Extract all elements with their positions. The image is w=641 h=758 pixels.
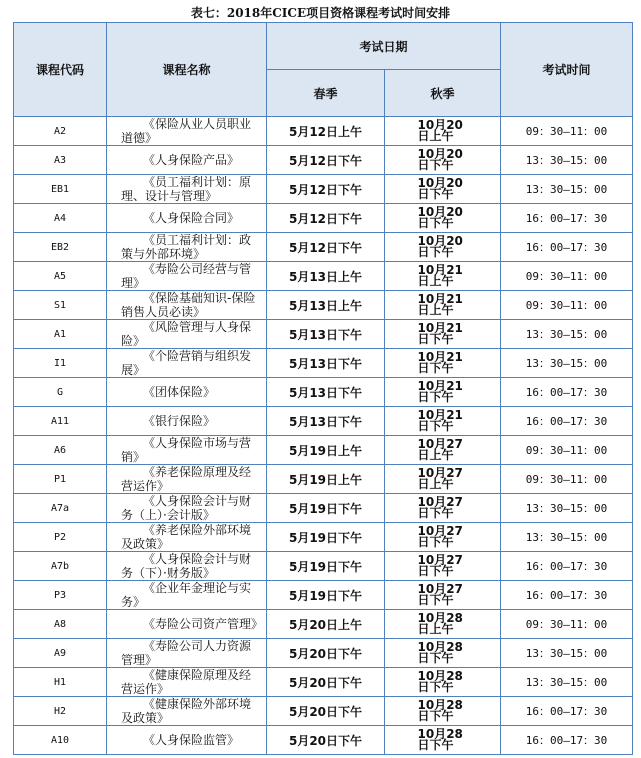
fall-date-text: 10月27日下午 <box>417 582 463 607</box>
course-name-cell: 《健康保险外部环境及政策》 <box>107 697 267 726</box>
fall-date-text: 10月21日下午 <box>417 350 463 375</box>
spring-date-cell: 5月12日上午 <box>267 117 385 146</box>
table-row <box>14 291 633 320</box>
fall-date-cell <box>385 726 501 755</box>
course-name-cell: 《养老保险外部环境及政策》 <box>107 523 267 552</box>
fall-date-text: 10月27日下午 <box>417 495 463 520</box>
exam-time-cell: 09：30—11：00 <box>501 610 633 639</box>
course-name-cell: 《团体保险》 <box>107 378 267 407</box>
exam-time-cell: 16：00—17：30 <box>501 581 633 610</box>
table-row <box>14 552 633 581</box>
fall-date-text: 10月27日上午 <box>417 466 463 491</box>
exam-time-cell: 16：00—17：30 <box>501 204 633 233</box>
course-name-cell: 《健康保险原理及经营运作》 <box>107 668 267 697</box>
fall-date-text: 10月20日下午 <box>417 205 463 230</box>
course-name-cell: 《人身保险产品》 <box>107 146 267 175</box>
spring-date-cell: 5月13日下午 <box>267 349 385 378</box>
course-code-cell: EB2 <box>14 233 107 262</box>
fall-date-text: 10月27日下午 <box>417 553 463 578</box>
course-name-cell: 《人身保险会计与财务（上）·会计版》 <box>107 494 267 523</box>
course-name-cell: 《寿险公司资产管理》 <box>107 610 267 639</box>
course-name-cell: 《企业年金理论与实务》 <box>107 581 267 610</box>
fall-date-text: 10月20日上午 <box>417 118 463 143</box>
fall-date-text: 10月20日下午 <box>417 147 463 172</box>
spring-date-cell: 5月12日下午 <box>267 233 385 262</box>
course-code-cell: A5 <box>14 262 107 291</box>
course-code-cell: P3 <box>14 581 107 610</box>
exam-time-cell: 16：00—17：30 <box>501 407 633 436</box>
exam-time-cell: 09：30—11：00 <box>501 465 633 494</box>
table-row <box>14 726 633 755</box>
exam-time-cell: 09：30—11：00 <box>501 117 633 146</box>
spring-date-cell: 5月20日下午 <box>267 639 385 668</box>
course-name-cell: 《员工福利计划：原理、设计与管理》 <box>107 175 267 204</box>
table-row <box>14 407 633 436</box>
table-title: 表七：2018年CICE项目资格课程考试时间安排 <box>190 6 451 20</box>
course-code-cell: A3 <box>14 146 107 175</box>
spring-date-cell: 5月13日下午 <box>267 320 385 349</box>
spring-date-cell: 5月20日上午 <box>267 610 385 639</box>
header-exam-date: 考试日期 <box>267 23 501 70</box>
exam-time-cell: 09：30—11：00 <box>501 436 633 465</box>
course-code-cell: H1 <box>14 668 107 697</box>
table-row <box>14 581 633 610</box>
fall-date-cell <box>385 407 501 436</box>
fall-date-text: 10月21日下午 <box>417 408 463 433</box>
fall-date-cell <box>385 465 501 494</box>
header-spring: 春季 <box>267 70 385 117</box>
spring-date-cell: 5月13日上午 <box>267 291 385 320</box>
course-code-cell: A8 <box>14 610 107 639</box>
course-name-cell: 《保险基础知识-保险销售人员必读》 <box>107 291 267 320</box>
table-row <box>14 465 633 494</box>
fall-date-cell <box>385 610 501 639</box>
fall-date-cell <box>385 146 501 175</box>
exam-time-cell: 13：30—15：00 <box>501 146 633 175</box>
course-code-cell: S1 <box>14 291 107 320</box>
course-name-cell: 《人身保险市场与营销》 <box>107 436 267 465</box>
exam-time-cell: 13：30—15：00 <box>501 523 633 552</box>
table-row <box>14 146 633 175</box>
course-name-cell: 《银行保险》 <box>107 407 267 436</box>
exam-time-cell: 13：30—15：00 <box>501 349 633 378</box>
table-row <box>14 320 633 349</box>
course-code-cell: A1 <box>14 320 107 349</box>
table-row <box>14 349 633 378</box>
fall-date-cell <box>385 552 501 581</box>
course-code-cell: H2 <box>14 697 107 726</box>
fall-date-cell <box>385 668 501 697</box>
fall-date-text: 10月21日上午 <box>417 263 463 288</box>
fall-date-cell <box>385 581 501 610</box>
spring-date-cell: 5月19日下午 <box>267 494 385 523</box>
fall-date-text: 10月28日下午 <box>417 640 463 665</box>
fall-date-cell <box>385 639 501 668</box>
table-row <box>14 262 633 291</box>
exam-time-cell: 13：30—15：00 <box>501 175 633 204</box>
header-exam-time: 考试时间 <box>501 23 633 117</box>
course-name-cell: 《人身保险监管》 <box>107 726 267 755</box>
spring-date-cell: 5月19日下午 <box>267 581 385 610</box>
exam-time-cell: 13：30—15：00 <box>501 668 633 697</box>
table-row <box>14 436 633 465</box>
spring-date-cell: 5月13日下午 <box>267 407 385 436</box>
table-row <box>14 610 633 639</box>
spring-date-cell: 5月19日下午 <box>267 523 385 552</box>
header-course-name: 课程名称 <box>107 23 267 117</box>
course-code-cell: A7a <box>14 494 107 523</box>
exam-time-cell: 16：00—17：30 <box>501 726 633 755</box>
spring-date-cell: 5月20日下午 <box>267 697 385 726</box>
spring-date-cell: 5月19日下午 <box>267 552 385 581</box>
fall-date-text: 10月20日下午 <box>417 234 463 259</box>
course-code-cell: A4 <box>14 204 107 233</box>
fall-date-text: 10月21日下午 <box>417 321 463 346</box>
header-fall: 秋季 <box>385 70 501 117</box>
course-name-cell: 《养老保险原理及经营运作》 <box>107 465 267 494</box>
spring-date-cell: 5月20日下午 <box>267 668 385 697</box>
exam-time-cell: 13：30—15：00 <box>501 320 633 349</box>
fall-date-cell <box>385 523 501 552</box>
spring-date-cell: 5月12日下午 <box>267 175 385 204</box>
fall-date-cell <box>385 262 501 291</box>
exam-time-cell: 09：30—11：00 <box>501 262 633 291</box>
course-code-cell: A7b <box>14 552 107 581</box>
course-name-cell: 《风险管理与人身保险》 <box>107 320 267 349</box>
fall-date-cell <box>385 378 501 407</box>
exam-time-cell: 16：00—17：30 <box>501 697 633 726</box>
course-code-cell: A11 <box>14 407 107 436</box>
course-name-cell: 《保险从业人员职业道德》 <box>107 117 267 146</box>
spring-date-cell: 5月12日下午 <box>267 146 385 175</box>
table-row <box>14 523 633 552</box>
course-name-cell: 《寿险公司经营与管理》 <box>107 262 267 291</box>
fall-date-cell <box>385 233 501 262</box>
fall-date-text: 10月28日下午 <box>417 669 463 694</box>
exam-time-cell: 16：00—17：30 <box>501 233 633 262</box>
course-code-cell: A10 <box>14 726 107 755</box>
spring-date-cell: 5月19日上午 <box>267 465 385 494</box>
fall-date-cell <box>385 349 501 378</box>
table-row <box>14 233 633 262</box>
table-row <box>14 378 633 407</box>
fall-date-text: 10月28日下午 <box>417 727 463 752</box>
exam-time-cell: 16：00—17：30 <box>501 552 633 581</box>
table-row <box>14 204 633 233</box>
fall-date-cell <box>385 117 501 146</box>
fall-date-cell <box>385 494 501 523</box>
table-row <box>14 668 633 697</box>
table-row <box>14 117 633 146</box>
fall-date-text: 10月20日下午 <box>417 176 463 201</box>
course-name-cell: 《员工福利计划：政策与外部环境》 <box>107 233 267 262</box>
exam-time-cell: 13：30—15：00 <box>501 639 633 668</box>
course-name-cell: 《寿险公司人力资源管理》 <box>107 639 267 668</box>
header-course-code: 课程代码 <box>14 23 107 117</box>
course-code-cell: A2 <box>14 117 107 146</box>
fall-date-cell <box>385 320 501 349</box>
fall-date-text: 10月27日上午 <box>417 437 463 462</box>
course-name-cell: 《人身保险会计与财务（下）·财务版》 <box>107 552 267 581</box>
course-code-cell: P1 <box>14 465 107 494</box>
fall-date-cell <box>385 697 501 726</box>
course-name-cell: 《人身保险合同》 <box>107 204 267 233</box>
spring-date-cell: 5月12日下午 <box>267 204 385 233</box>
course-code-cell: A6 <box>14 436 107 465</box>
course-code-cell: A9 <box>14 639 107 668</box>
fall-date-cell <box>385 175 501 204</box>
exam-schedule-table <box>13 22 633 755</box>
fall-date-text: 10月21日下午 <box>417 379 463 404</box>
spring-date-cell: 5月20日下午 <box>267 726 385 755</box>
fall-date-text: 10月28日下午 <box>417 698 463 723</box>
spring-date-cell: 5月13日下午 <box>267 378 385 407</box>
fall-date-text: 10月21日上午 <box>417 292 463 317</box>
exam-time-cell: 09：30—11：00 <box>501 291 633 320</box>
fall-date-cell <box>385 436 501 465</box>
course-code-cell: G <box>14 378 107 407</box>
table-row <box>14 175 633 204</box>
exam-time-cell: 16：00—17：30 <box>501 378 633 407</box>
table-row <box>14 639 633 668</box>
spring-date-cell: 5月13日上午 <box>267 262 385 291</box>
course-code-cell: EB1 <box>14 175 107 204</box>
table-row <box>14 697 633 726</box>
course-code-cell: P2 <box>14 523 107 552</box>
fall-date-text: 10月27日下午 <box>417 524 463 549</box>
fall-date-text: 10月28日上午 <box>417 611 463 636</box>
table-row <box>14 494 633 523</box>
course-name-cell: 《个险营销与组织发展》 <box>107 349 267 378</box>
fall-date-cell <box>385 204 501 233</box>
spring-date-cell: 5月19日上午 <box>267 436 385 465</box>
fall-date-cell <box>385 291 501 320</box>
exam-time-cell: 13：30—15：00 <box>501 494 633 523</box>
course-code-cell: I1 <box>14 349 107 378</box>
